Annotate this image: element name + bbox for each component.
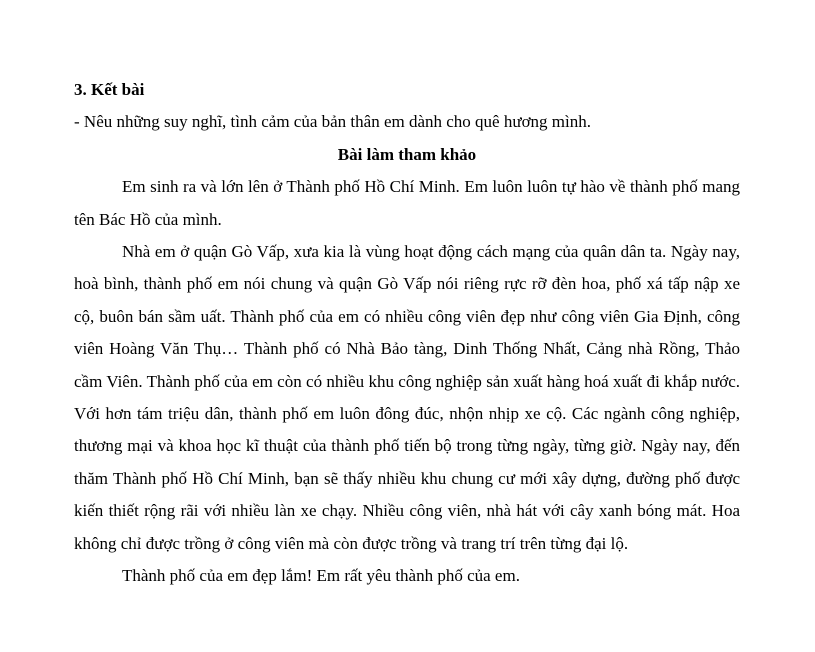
essay-paragraph-3: Thành phố của em đẹp lắm! Em rất yêu thành phố của em. — [122, 566, 520, 586]
essay-title: Bài làm tham khảo — [337, 144, 477, 164]
essay-paragraph-2: Nhà em ở quận Gò Vấp, xưa kia là vùng hoạt động cách mạng của quân dân ta. Ngày nay, hoà bình, thành phố em nói chung và quận Gò Vấp nói riêng rực rỡ đèn hoa, phố xá tấp nập xe cộ, buôn bán sầm uất. Thành phố của em có nhiều công viên đẹp như công viên Gia Định, công viên Hoàng Văn Thụ… Thành phố có Nhà Bảo tàng, Dinh Thống Nhất, Cảng nhà Rồng, Thảo cầm Viên. Thành phố của em còn có nhiều khu công nghiệp sản xuất hàng hoá xuất đi khắp nước. Với hơn tám triệu dân, thành phố em luôn đông đúc, nhộn nhịp xe cộ. Các ngành công nghiệp, thương mại và khoa học kĩ thuật của thành phố tiến bộ trong từng ngày, từng giờ. Ngày nay, đến thăm Thành phố Hồ Chí Minh, bạn sẽ thấy nhiều khu chung cư mới xây dựng, đường phố được kiến thiết rộng rãi với nhiều làn xe chạy. Nhiều công viên, nhà hát với cây xanh bóng mát. Hoa không chỉ được trồng ở công viên mà còn được trồng và trang trí trên từng đại lộ. — [74, 242, 740, 553]
section-bullet: - Nêu những suy nghĩ, tình cảm của bản thân em dành cho quê hương mình. — [74, 112, 592, 132]
document-page — [74, 74, 740, 593]
essay-paragraph-1: Em sinh ra và lớn lên ở Thành phố Hồ Chí Minh. Em luôn luôn tự hào về thành phố mang tên Bác Hồ của mình. — [74, 177, 740, 229]
section-heading: 3. Kết bài — [74, 80, 145, 99]
